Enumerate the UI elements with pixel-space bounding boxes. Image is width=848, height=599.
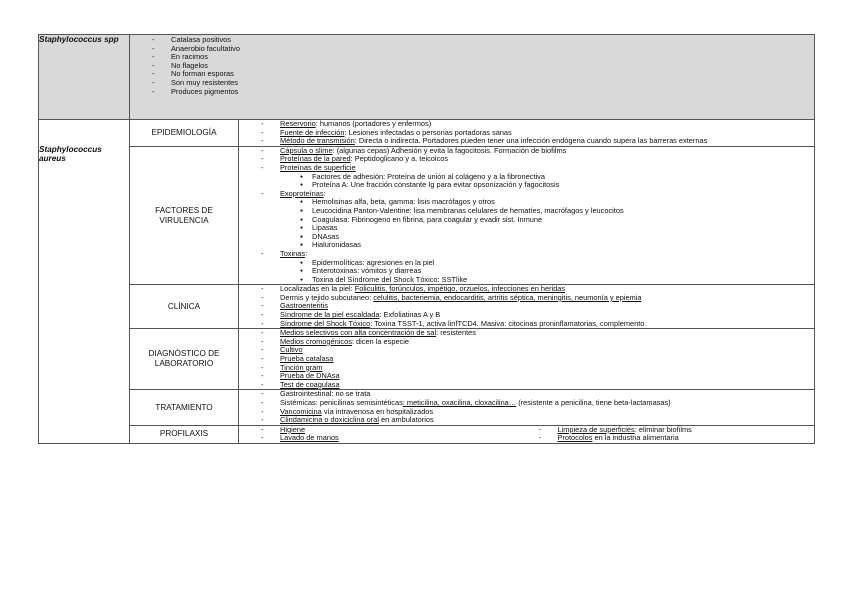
list-item: - Produces pigmentos	[150, 88, 814, 97]
term: Medios cromogénicos	[280, 336, 352, 346]
term-desc: :	[305, 248, 308, 258]
term: Proteínas de superficie	[280, 162, 356, 172]
sub-item: ● Hemolisinas alfa, beta, gamma: lisis macrófagos y otros	[300, 198, 814, 207]
row-tratamiento	[39, 390, 815, 425]
sub-item: ● Coagulasa: Fibrinogeno en fibrina, para coagular y evadir sist. Inmune	[300, 216, 814, 225]
term-desc: : Peptidoglicano y a. teicoicos	[350, 154, 449, 164]
term: : meticilina, oxacilina, cloxacilina…	[402, 398, 517, 407]
row-diagnostico	[39, 329, 815, 390]
section-virulencia: FACTORES DE VIRULENCIA	[130, 146, 239, 285]
summary-table	[38, 34, 815, 444]
term-desc: vía intravenosa en hospitalizados	[321, 406, 434, 416]
list-item	[259, 320, 814, 329]
profilaxis-right-list	[537, 426, 815, 443]
term: Tinción gram	[280, 362, 323, 372]
term: Cápsula o slime	[280, 145, 333, 155]
term: Fuente de infección	[280, 127, 345, 137]
term-desc: : Toxina TSST-1, activa linfTCD4. Masiva: citocinas proninflamatorias, complemento.	[370, 318, 647, 328]
clinica-list	[239, 285, 814, 328]
profilaxis-cell	[239, 425, 815, 443]
virulencia-list	[239, 147, 814, 285]
term: Síndrome de la piel escaldada	[280, 310, 380, 320]
list-item: - No forman esporas	[150, 70, 814, 79]
tratamiento-list	[239, 390, 814, 424]
term: Prueba catalasa	[280, 354, 334, 364]
term-desc: en la industria alimentaria	[592, 433, 679, 443]
section-tratamiento: TRATAMIENTO	[130, 390, 239, 425]
sub-item: ● Epidermolíticas: agresiones en la piel	[300, 259, 814, 268]
term: Método de transmisión	[280, 136, 355, 146]
sub-item: ● Lipasas	[300, 224, 814, 233]
section-clinica: CLÍNICA	[130, 285, 239, 329]
term: Toxinas	[280, 248, 306, 258]
epidemiologia-cell	[239, 120, 815, 147]
list-item	[259, 381, 814, 390]
list-item	[259, 416, 814, 425]
term: Gastroenteritis	[280, 301, 329, 311]
list-item	[259, 294, 814, 303]
sub-item: ● Hialuronidasas	[300, 241, 814, 250]
epidemiologia-list	[239, 120, 814, 146]
term: Vancomicina	[280, 406, 322, 416]
term: Clindamicina o doxiciclina oral	[280, 415, 379, 425]
tratamiento-cell	[239, 390, 815, 425]
term-desc: :	[323, 188, 326, 198]
diagnostico-list	[239, 329, 814, 389]
term-desc: : Directa o indirecta. Portadores pueden tener una infección endógena cuando supera las barreras externas	[354, 136, 708, 146]
list-item	[259, 338, 814, 347]
section-diagnostico: DIAGNÓSTICO DE LABORATORIO	[130, 329, 239, 390]
row-staphylococcus-spp	[39, 35, 815, 120]
spp-traits-cell	[130, 35, 815, 120]
row-profilaxis	[39, 425, 815, 443]
sub-item: ● Toxina del Síndrome del Shock Tóxico: SSTlike	[300, 276, 814, 285]
virulencia-cell	[239, 146, 815, 285]
term-desc: : humanos (portadores y enfermos)	[315, 119, 432, 128]
list-item	[259, 372, 814, 381]
sublist	[280, 173, 814, 190]
list-item: - Gastrointestinal: no se trata	[259, 390, 814, 399]
list-item: - No flagelos	[150, 62, 814, 71]
row-clinica	[39, 285, 815, 329]
sublist	[280, 198, 814, 250]
term: Medios selectivos con alta concentración de sal	[280, 328, 437, 338]
term-desc: : resistentes	[436, 328, 476, 338]
profilaxis-left-list	[239, 426, 537, 443]
term-desc: : Exfoliatinas A y B	[379, 310, 441, 320]
diagnostico-cell	[239, 329, 815, 390]
list-item	[259, 364, 814, 373]
list-item: - Son muy resistentes	[150, 79, 814, 88]
term-desc: en ambulatorios	[379, 415, 434, 425]
term: Reservorio	[280, 119, 316, 128]
term-desc: : Lesiones infectadas o personas portadoras sanas	[344, 127, 512, 137]
clinica-cell	[239, 285, 815, 329]
profilaxis-columns	[239, 426, 814, 443]
term-desc: Sistémicas: penicilinas semisintéticas	[280, 398, 403, 407]
term: Higiene	[280, 424, 306, 434]
list-item	[537, 434, 815, 443]
term: Protocolos	[557, 433, 593, 443]
row-epidemiologia	[39, 120, 815, 147]
term: Foliculitis, forúnculos, impétigo, orzuelos, infecciones en heridas	[354, 284, 566, 294]
spp-traits-list	[130, 35, 814, 96]
list-item	[259, 355, 814, 364]
term: Prueba de DNAsa	[280, 371, 340, 381]
list-item: - Anaerobio facultativo	[150, 45, 814, 54]
term: celulitis, bacteriemia, endocarditis, artritis séptica, meningitis, neumonía y epiemia	[373, 292, 642, 302]
term: Lavado de manos	[280, 433, 339, 443]
list-item	[259, 250, 814, 284]
section-epidemiologia: EPIDEMIOLOGÍA	[130, 120, 239, 147]
genus-aureus: Staphylococcus aureus	[39, 120, 130, 444]
sub-item: ● Proteína A: Une fracción constante Ig para evitar opsonización y fagocitosis	[300, 181, 814, 190]
list-item: - Catalasa positivos	[150, 36, 814, 45]
term: Síndrome del Shock Tóxico	[280, 318, 371, 328]
list-item	[259, 137, 814, 146]
section-profilaxis: PROFILAXIS	[130, 425, 239, 443]
term: Test de coagulasa	[280, 379, 340, 389]
genus-spp: Staphylococcus spp	[39, 35, 130, 120]
sub-item: ● Enterotoxinas: vómitos y diarreas	[300, 267, 814, 276]
row-virulencia	[39, 146, 815, 285]
term-desc: : dicen la especie	[351, 336, 409, 346]
sub-item: ● Leucocidina Panton-Valentine: lisa membranas celulares de hematíes, macrófagos y leucocitos	[300, 207, 814, 216]
list-item	[259, 346, 814, 355]
term: Limpieza de superficies	[557, 424, 635, 434]
term-desc: Dermis y tejido subcutaneo:	[280, 292, 374, 302]
sub-item: ● Factores de adhesión: Proteína de unión al colágeno y a la fibronectiva	[300, 173, 814, 182]
term-desc: (resistente a penicilina, tiene beta-lactamasas)	[516, 398, 671, 407]
term-desc: : eliminar biofilms	[634, 424, 692, 434]
list-item: - En racimos	[150, 53, 814, 62]
term: Cultivo	[280, 345, 303, 355]
list-item	[259, 164, 814, 190]
term-desc: : (algunas cepas) Adhesión y evita la fagocitosis. Formación de biofilms	[332, 145, 567, 155]
list-item	[259, 434, 537, 443]
term-desc: Localizadas en la piel:	[280, 284, 355, 294]
term: Proteínas de la pared	[280, 154, 351, 164]
term: Exoproteínas	[280, 188, 324, 198]
sublist	[280, 259, 814, 285]
list-item	[259, 190, 814, 250]
sub-item: ● DNAsas	[300, 233, 814, 242]
